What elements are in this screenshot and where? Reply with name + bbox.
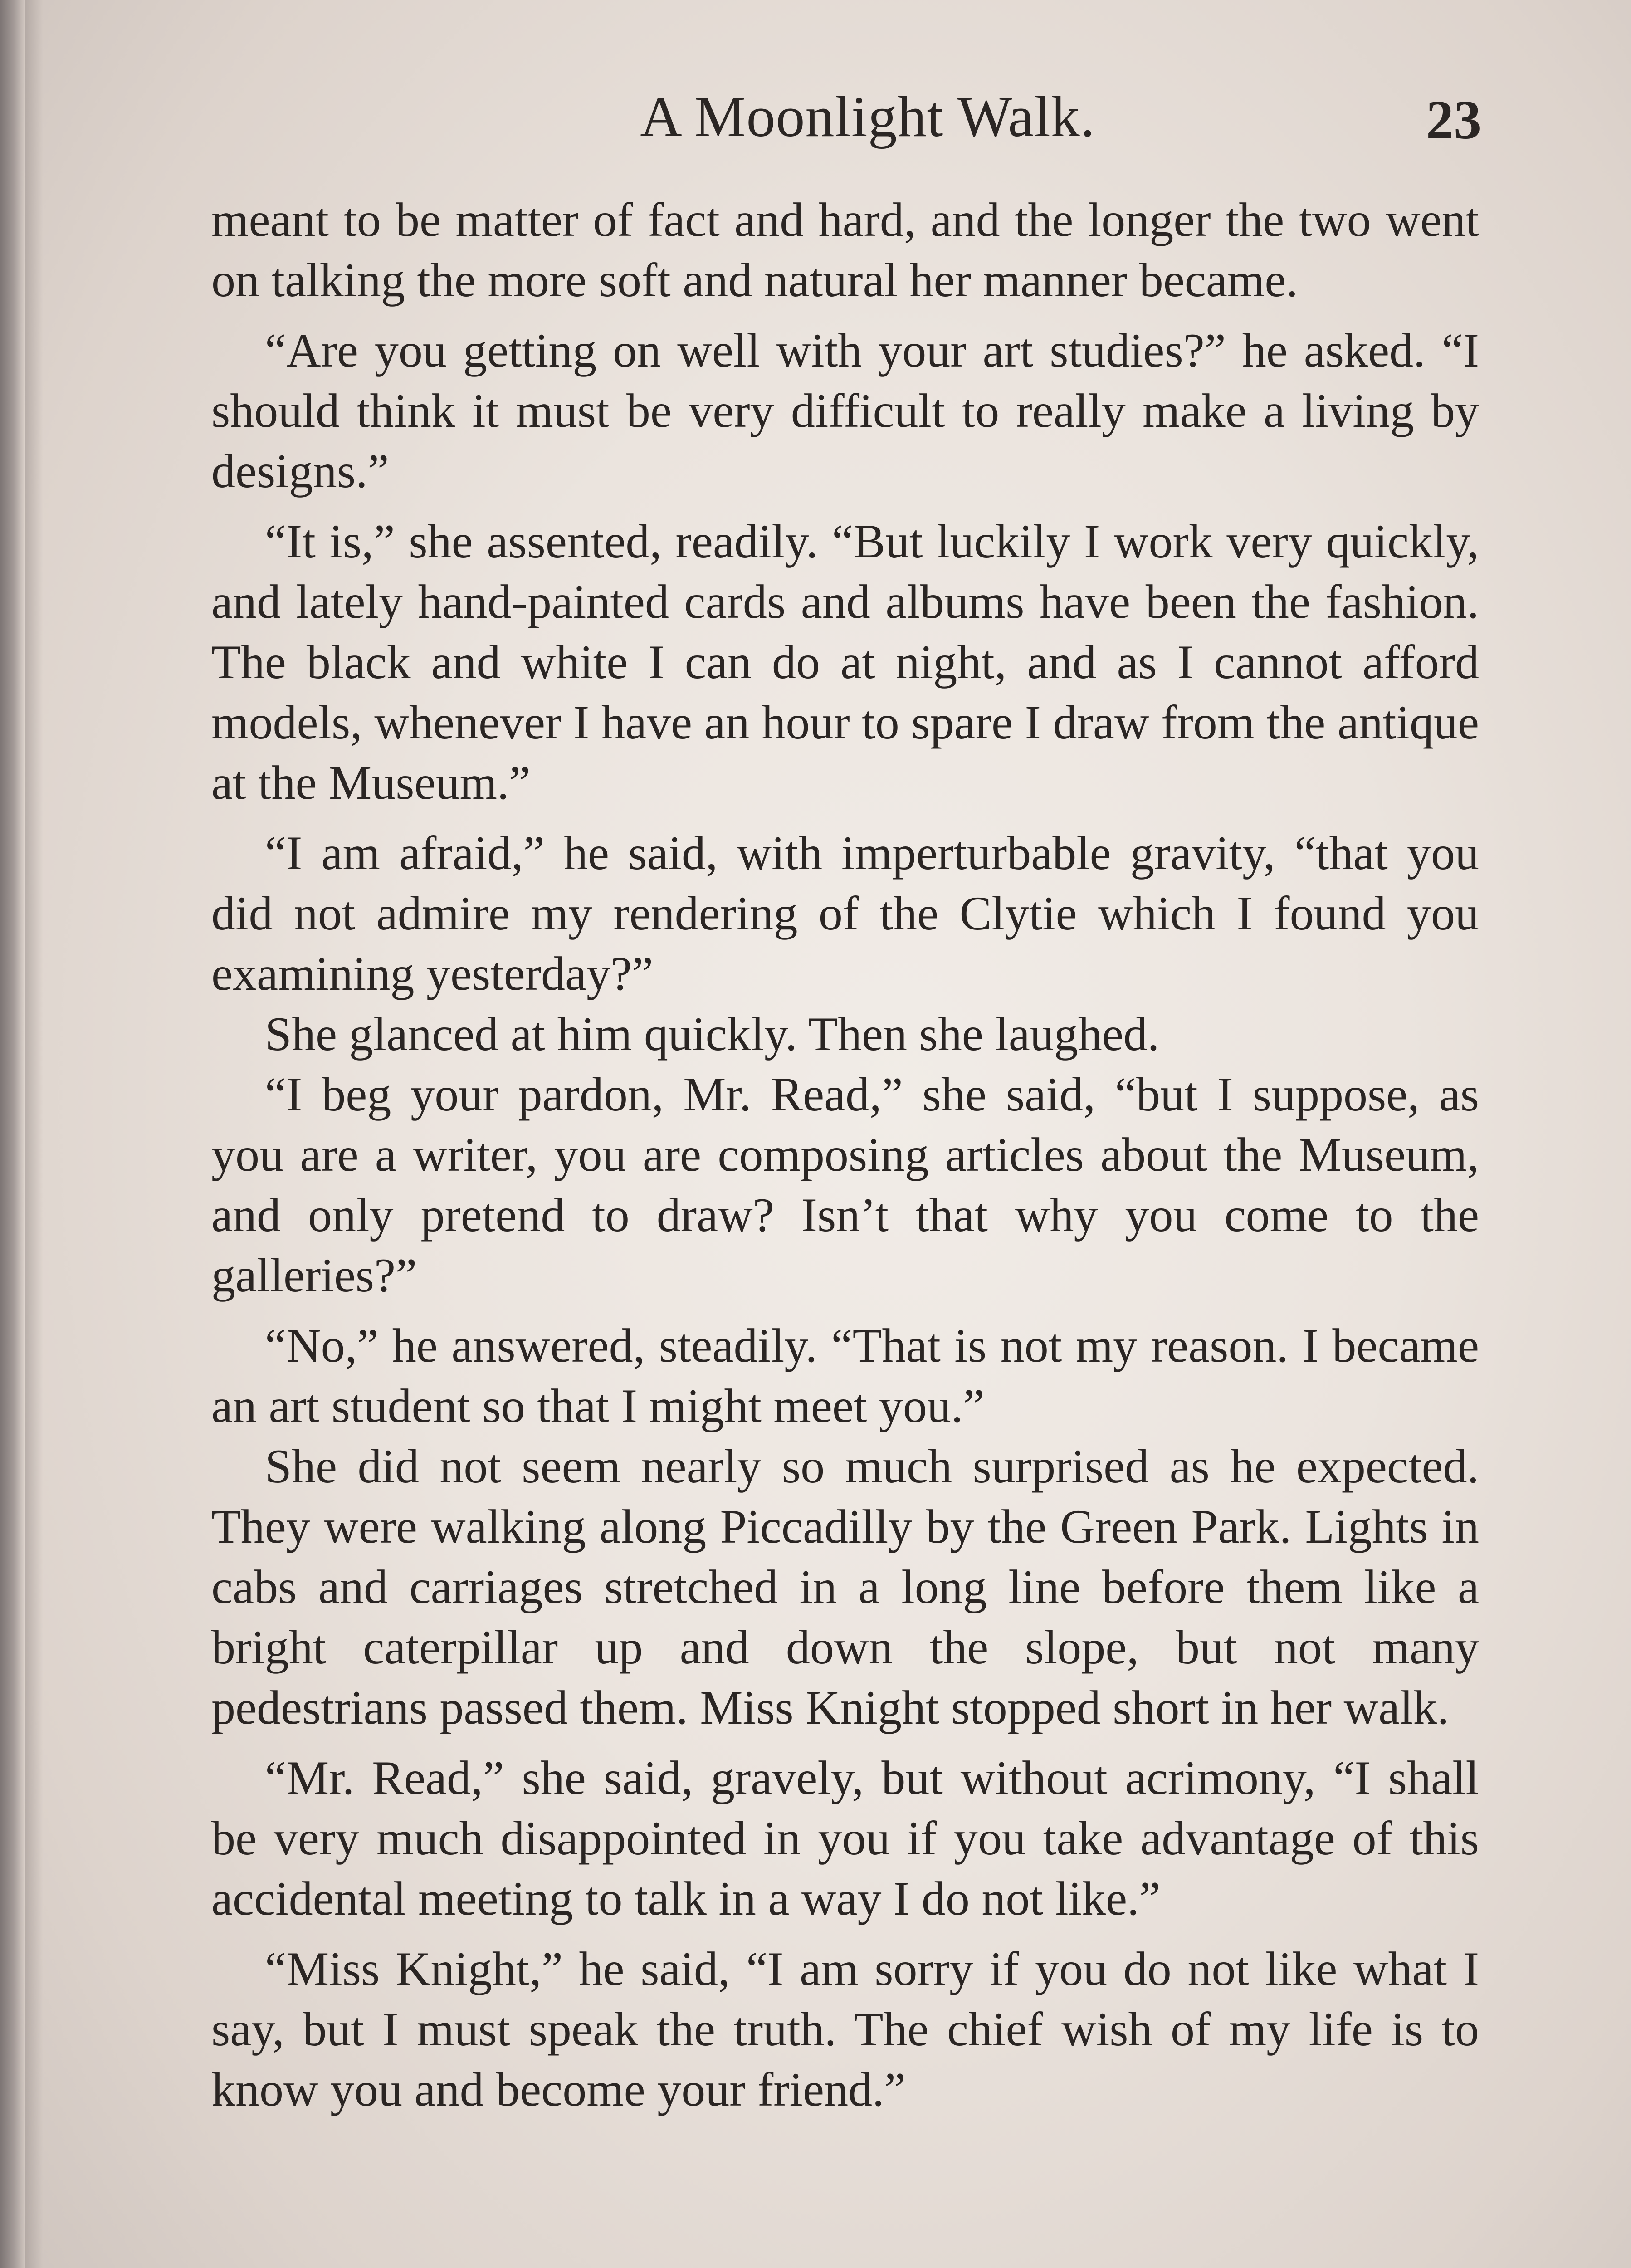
paragraph: She did not seem nearly so much surprised as he expected. They were walking along Piccadilly by the Green Park. Lights in cabs and carriages stretched in a long line before them like a bright caterpillar up and down the slope, but not many pedestrians passed them. Miss Knight stopped short in her walk. [211,1440,1479,1734]
paragraph: meant to be matter of fact and hard, and the longer the two went on talking the more soft and natural her manner became. [211,193,1479,307]
paragraph: “I beg your pardon, Mr. Read,” she said, “but I suppose, as you are a writer, you are composing articles about the Museum, and only pretend to draw? Isn’t that why you come to the galleries?” [211,1068,1479,1302]
paragraph: She glanced at him quickly. Then she laughed. [265,1007,1160,1061]
binding-gutter [0,0,25,2268]
paragraph: “I am afraid,” he said, with imperturbable gravity, “that you did not admire my rendering of the Clytie which I found you examining yesterday?” [211,826,1479,1000]
gutter-shadow [25,0,43,2268]
paragraph: “It is,” she assented, readily. “But luckily I work very quickly, and lately hand-painted cards and albums have been the fashion. The black and white I can do at night, and as I cannot afford models, whenever I have an hour to spare I draw from the antique at the Museum.” [211,515,1479,809]
running-head [0,83,1631,151]
paragraph: “Miss Knight,” he said, “I am sorry if you do not like what I say, but I must speak the truth. The chief wish of my life is to know you and become your friend.” [211,1942,1479,2116]
page-number: 23 [1426,89,1481,151]
running-title: A Moonlight Walk. [640,84,1095,149]
paragraph: “Are you getting on well with your art studies?” he asked. “I should think it must be very difficult to really make a living by designs.” [211,324,1479,498]
paragraph: “Mr. Read,” she said, gravely, but without acrimony, “I shall be very much disappointed in you if you take advantage of this accidental meeting to talk in a way I do not like.” [211,1751,1479,1925]
paragraph: “No,” he answered, steadily. “That is not my reason. I became an art student so that I might meet you.” [211,1319,1479,1432]
body-text [211,190,1479,2120]
